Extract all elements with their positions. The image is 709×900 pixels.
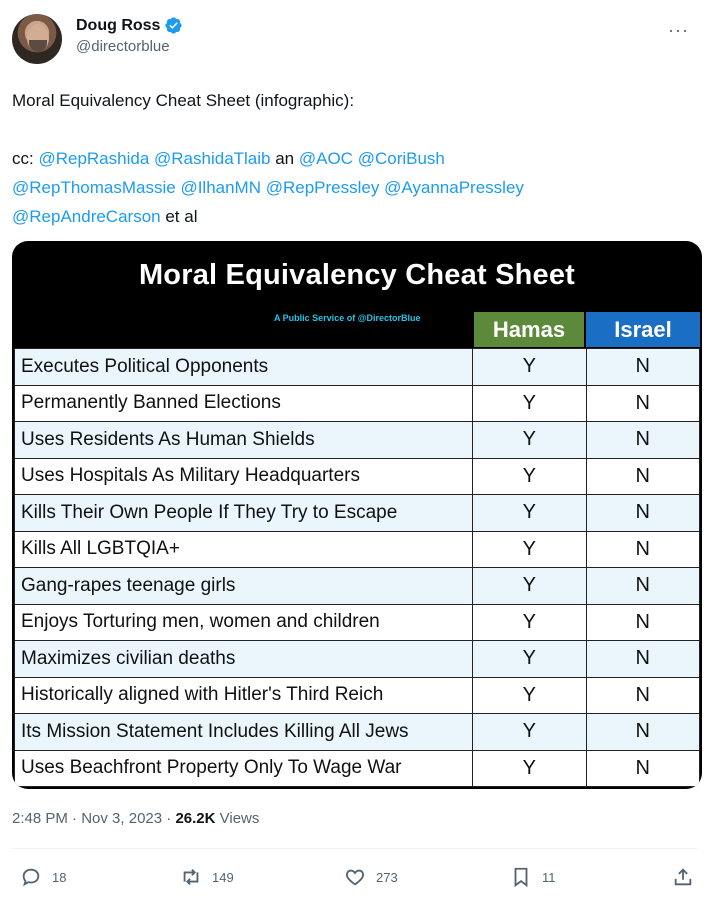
- cc-prefix: cc:: [12, 149, 39, 168]
- row-hamas-value: Y: [473, 495, 587, 532]
- mention-coribush[interactable]: @CoriBush: [357, 149, 445, 168]
- table-row: [15, 349, 700, 386]
- et-al-text: et al: [160, 207, 198, 226]
- share-button[interactable]: [672, 866, 694, 888]
- mention-ayannapressley[interactable]: @AyannaPressley: [384, 178, 524, 197]
- infographic-title: Moral Equivalency Cheat Sheet: [138, 259, 576, 291]
- table-row: [15, 714, 700, 751]
- views-count[interactable]: 26.2K: [175, 810, 216, 827]
- reply-count: 18: [52, 869, 67, 885]
- row-label: Executes Political Opponents: [15, 349, 473, 386]
- author-name[interactable]: Doug Ross: [76, 16, 161, 34]
- table-row: [15, 458, 700, 495]
- tweet-line-1: Moral Equivalency Cheat Sheet (infographic):: [12, 91, 355, 110]
- mention-repandrecarson[interactable]: @RepAndreCarson: [12, 207, 161, 226]
- row-israel-value: N: [586, 677, 700, 714]
- repost-count: 149: [212, 869, 234, 885]
- table-row: [15, 568, 700, 605]
- row-hamas-value: Y: [473, 531, 587, 568]
- row-hamas-value: Y: [473, 422, 587, 459]
- row-israel-value: N: [586, 604, 700, 641]
- repost-icon: [180, 866, 202, 888]
- row-hamas-value: Y: [473, 349, 587, 386]
- mention-reppressley[interactable]: @RepPressley: [265, 178, 380, 197]
- column-header-israel: Israel: [586, 312, 700, 347]
- row-israel-value: N: [586, 385, 700, 422]
- author-name-row[interactable]: [76, 16, 183, 35]
- mention-ilhanmn[interactable]: @IlhanMN: [180, 178, 261, 197]
- row-israel-value: N: [586, 714, 700, 751]
- connector-an: an: [270, 149, 299, 168]
- bookmark-count: 11: [542, 869, 556, 885]
- mention-reprashida[interactable]: @RepRashida: [38, 149, 150, 168]
- row-label: Uses Hospitals As Military Headquarters: [15, 458, 473, 495]
- row-label: Uses Beachfront Property Only To Wage War: [15, 750, 473, 787]
- tweet-time[interactable]: 2:48 PM: [12, 810, 68, 827]
- like-button[interactable]: [344, 866, 398, 888]
- row-label: Uses Residents As Human Shields: [15, 422, 473, 459]
- meta-separator-1: ·: [67, 810, 82, 827]
- row-israel-value: N: [586, 531, 700, 568]
- row-hamas-value: Y: [473, 677, 587, 714]
- action-bar: [12, 866, 697, 896]
- tweet-blank-line: [12, 115, 692, 144]
- table-row: [15, 750, 700, 787]
- row-label: Enjoys Torturing men, women and children: [15, 604, 473, 641]
- row-hamas-value: Y: [473, 714, 587, 751]
- row-israel-value: N: [586, 349, 700, 386]
- more-icon[interactable]: ···: [668, 20, 689, 40]
- author-block: [76, 16, 183, 55]
- views-label: Views: [215, 810, 260, 827]
- row-hamas-value: Y: [473, 641, 587, 678]
- infographic-image[interactable]: [12, 241, 702, 789]
- row-label: Kills All LGBTQIA+: [15, 531, 473, 568]
- row-hamas-value: Y: [473, 568, 587, 605]
- mention-rashidatlaib[interactable]: @RashidaTlaib: [154, 149, 271, 168]
- table-row: [15, 495, 700, 532]
- author-handle[interactable]: @directorblue: [76, 38, 170, 55]
- like-count: 273: [376, 869, 398, 885]
- row-israel-value: N: [586, 458, 700, 495]
- tweet-header: [12, 14, 697, 66]
- cheat-sheet-table: [14, 348, 700, 787]
- table-row: [15, 422, 700, 459]
- row-label: Gang-rapes teenage girls: [15, 568, 473, 605]
- mention-repthomasmassie[interactable]: @RepThomasMassie: [12, 178, 176, 197]
- tweet-line-mentions-2: [12, 173, 692, 202]
- bookmark-icon: [510, 866, 532, 888]
- reply-button[interactable]: [20, 866, 66, 888]
- bookmark-button[interactable]: [510, 866, 556, 888]
- row-israel-value: N: [586, 750, 700, 787]
- row-hamas-value: Y: [473, 458, 587, 495]
- verified-badge-icon: [164, 16, 183, 35]
- row-israel-value: N: [586, 495, 700, 532]
- row-hamas-value: Y: [473, 604, 587, 641]
- divider: [12, 848, 697, 849]
- tweet-line-mentions-3: [12, 202, 692, 231]
- row-israel-value: N: [586, 641, 700, 678]
- avatar-beard: [29, 40, 47, 52]
- table-row: [15, 385, 700, 422]
- tweet-text: [12, 86, 692, 231]
- tweet-date[interactable]: Nov 3, 2023: [81, 810, 163, 827]
- row-hamas-value: Y: [473, 385, 587, 422]
- row-label: Its Mission Statement Includes Killing All Jews: [15, 714, 473, 751]
- repost-button[interactable]: [180, 866, 234, 888]
- reply-icon: [20, 866, 42, 888]
- table-row: [15, 641, 700, 678]
- tweet-line-cc: [12, 144, 692, 173]
- table-row: [15, 531, 700, 568]
- mention-aoc[interactable]: @AOC: [298, 149, 353, 168]
- column-header-hamas: Hamas: [474, 312, 584, 347]
- avatar[interactable]: [12, 14, 62, 64]
- infographic-subtitle: A Public Service of @DirectorBlue: [274, 313, 421, 323]
- table-row: [15, 677, 700, 714]
- row-hamas-value: Y: [473, 750, 587, 787]
- share-icon: [672, 866, 694, 888]
- meta-separator-2: ·: [162, 810, 176, 827]
- like-icon: [344, 866, 366, 888]
- row-label: Permanently Banned Elections: [15, 385, 473, 422]
- row-israel-value: N: [586, 422, 700, 459]
- row-label: Maximizes civilian deaths: [15, 641, 473, 678]
- row-israel-value: N: [586, 568, 700, 605]
- row-label: Kills Their Own People If They Try to Escape: [15, 495, 473, 532]
- table-row: [15, 604, 700, 641]
- row-label: Historically aligned with Hitler's Third Reich: [15, 677, 473, 714]
- tweet-meta: [12, 810, 259, 827]
